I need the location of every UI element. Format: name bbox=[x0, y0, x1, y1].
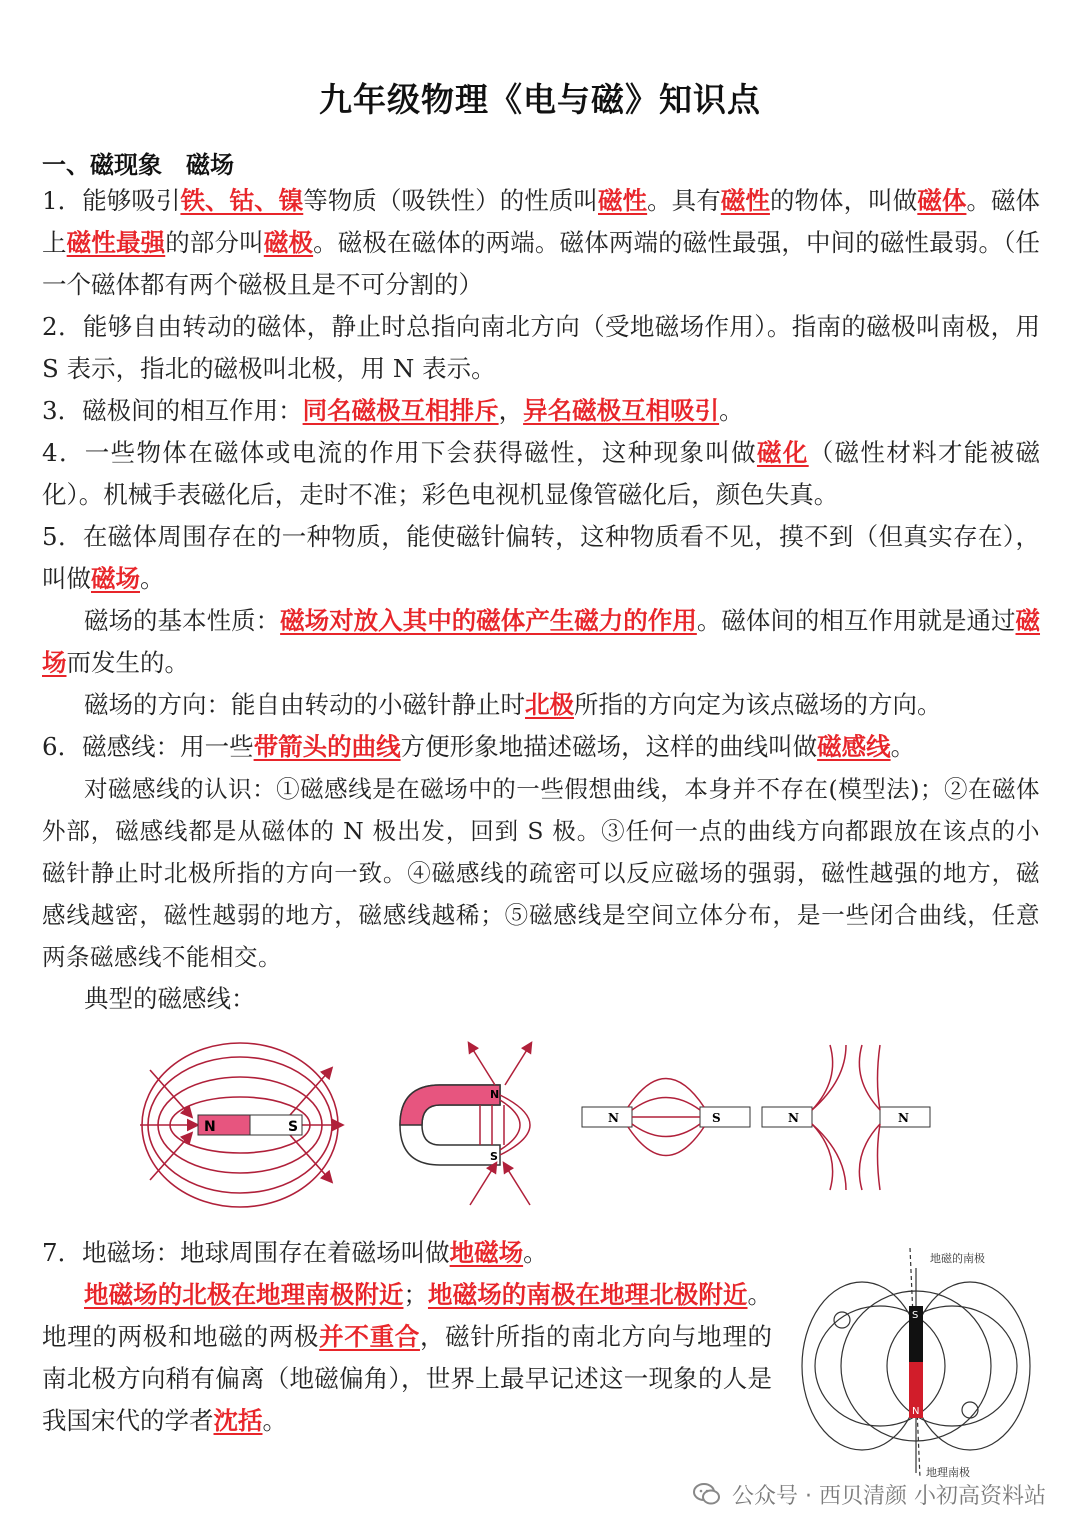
earth-n-label: N bbox=[912, 1406, 920, 1417]
paragraph-1: 1．能够吸引铁、钴、镍等物质（吸铁性）的性质叫磁性。具有磁性的物体，叫做磁体。磁体上磁性最强的部分叫磁极。磁极在磁体的两端。磁体两端的磁性最强，中间的磁性最弱。（任一个磁体都有两个磁极且是不可分割的） bbox=[42, 186, 1041, 299]
page-title: 九年级物理《电与磁》知识点 bbox=[319, 80, 761, 119]
paragraph-6-notes: 对磁感线的认识：①磁感线是在磁场中的一些假想曲线，本身并不存在(模型法)；②在磁体外部，磁感线都是从磁体的 N 极出发，回到 S 极。③任何一点的曲线方向都跟放在该点的小磁针静止时北极所指的方向一致。④磁感线的疏密可以反应磁场的强弱，磁性越强的地方，磁感线越密，磁性越弱的地方，磁感线越稀；⑤磁感线是空间立体分布，是一些闭合曲线，任意两条磁感线不能相交。 bbox=[42, 775, 1040, 971]
paragraph-6-typical: 典型的磁感线： bbox=[84, 984, 256, 1013]
attract-n-label: N bbox=[608, 1111, 619, 1125]
paragraph-2: 2．能够自由转动的磁体，静止时总指向南北方向（受地磁场作用）。指南的磁极叫南极，用 S 表示，指北的磁极叫北极，用 N 表示。 bbox=[42, 312, 1040, 383]
paragraph-7-detail: 地磁场的北极在地理南极附近；地磁场的南极在地理北极附近。地理的两极和地磁的两极并不重合，磁针所指的南北方向与地理的南北极方向稍有偏离（地磁偏角），世界上最早记述这一现象的人是我国宋代的学者沈括。 bbox=[42, 1280, 773, 1435]
watermark-text: 公众号 · 西贝清颜 小初高资料站 bbox=[732, 1483, 1046, 1509]
u-magnet-figure bbox=[400, 1045, 530, 1205]
paragraph-5-direction: 磁场的方向：能自由转动的小磁针静止时北极所指的方向定为该点磁场的方向。 bbox=[84, 690, 942, 719]
paragraph-3: 3．磁极间的相互作用：同名磁极互相排斥，异名磁极互相吸引。 bbox=[42, 396, 744, 425]
bar-magnet-s-label: S bbox=[288, 1119, 299, 1135]
repel-n1-label: N bbox=[788, 1111, 799, 1125]
wechat-icon bbox=[692, 1479, 722, 1509]
paragraph-6: 6．磁感线：用一些带箭头的曲线方便形象地描述磁场，这样的曲线叫做磁感线。 bbox=[42, 732, 916, 761]
earth-top-label: 地磁的南极 bbox=[930, 1252, 985, 1265]
body-text bbox=[42, 180, 1040, 1020]
earth-bottom-label: 地理南极 bbox=[926, 1466, 970, 1478]
repel-n2-label: N bbox=[898, 1111, 909, 1125]
bar-magnet-n-label: N bbox=[204, 1119, 216, 1135]
earth-s-label: S bbox=[912, 1310, 919, 1321]
earth-magnetic-field-figure bbox=[792, 1248, 1042, 1478]
attracting-magnets-figure bbox=[582, 1079, 750, 1156]
field-line-figures bbox=[140, 1040, 940, 1210]
paragraph-4: 4．一些物体在磁体或电流的作用下会获得磁性，这种现象叫做磁化（磁性材料才能被磁化）。机械手表磁化后，走时不准；彩色电视机显像管磁化后，颜色失真。 bbox=[42, 438, 1041, 509]
section-heading-1: 一、磁现象 磁场 bbox=[42, 151, 234, 179]
u-magnet-s-label: S bbox=[490, 1150, 498, 1163]
section-7 bbox=[42, 1232, 772, 1442]
paragraph-5: 5．在磁体周围存在的一种物质，能使磁针偏转，这种物质看不见，摸不到（但真实存在），叫做磁场。 bbox=[42, 522, 1040, 593]
paragraph-5-property: 磁场的基本性质：磁场对放入其中的磁体产生磁力的作用。磁体间的相互作用就是通过磁场而发生的。 bbox=[42, 606, 1041, 677]
attract-s-label: S bbox=[712, 1111, 721, 1125]
repelling-magnets-figure bbox=[762, 1045, 930, 1190]
u-magnet-n-label: N bbox=[490, 1088, 500, 1101]
paragraph-7: 7．地磁场：地球周围存在着磁场叫做地磁场。 bbox=[42, 1238, 548, 1267]
watermark bbox=[692, 1474, 1046, 1514]
